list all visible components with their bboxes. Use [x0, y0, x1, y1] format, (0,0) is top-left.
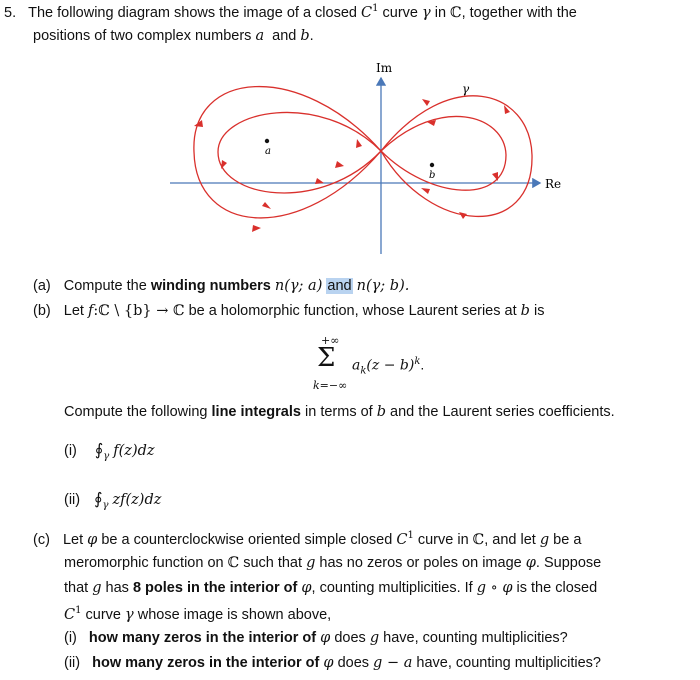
- c-l3-gophi: g ∘ φ: [476, 580, 513, 596]
- part-b-label: (b): [33, 303, 51, 319]
- c-l4-end: whose image is shown above,: [137, 606, 332, 623]
- arrow-11: [459, 212, 467, 219]
- sigma-symbol: Σ: [317, 343, 336, 373]
- integral-ii-label: (ii): [64, 492, 81, 508]
- part-b-post: be a holomorphic function, whose Laurent series at: [188, 303, 517, 319]
- c-l4-gamma: γ: [125, 606, 134, 623]
- c-ii-bold: how many zeros in the interior of: [92, 655, 320, 671]
- part-c-line-1: [33, 530, 581, 548]
- part-a: [33, 278, 409, 294]
- func-f: f: [87, 303, 94, 319]
- part-b-b: b: [520, 303, 530, 319]
- arrow-3: [221, 160, 227, 169]
- c-l1-end: be a: [553, 531, 582, 548]
- phi-symbol: φ: [87, 531, 98, 548]
- compute-post: and the Laurent series coefficients.: [390, 404, 615, 420]
- arrow-12: [421, 188, 430, 194]
- complex-symbol: ℂ: [450, 4, 462, 21]
- c-l3-has: has: [105, 580, 129, 596]
- part-c-i: [64, 630, 568, 646]
- c-l4-curve: curve: [85, 606, 121, 623]
- compute-bold: line integrals: [211, 404, 301, 420]
- c-l2-phi: φ: [525, 555, 536, 571]
- period: .: [309, 28, 314, 44]
- g-symbol: g: [539, 531, 550, 548]
- sum-lower-limit: k=−∞: [313, 379, 348, 392]
- c-l1-c: C: [396, 531, 408, 548]
- part-b-is: is: [533, 303, 545, 319]
- part-a-label: (a): [33, 278, 51, 294]
- c-l3-bold: 8 poles in the interior of: [132, 580, 298, 596]
- intro-curve: curve: [382, 4, 418, 21]
- part-c-line-2: [64, 555, 601, 571]
- part-b-let: Let: [63, 303, 84, 319]
- c-symbol: C: [361, 4, 373, 21]
- intro-post: , together with the: [461, 4, 577, 21]
- arrow-2: [252, 225, 261, 232]
- compute-line: [64, 404, 615, 420]
- c-l3-end: is the closed: [516, 580, 598, 596]
- c-ii-label: (ii): [64, 655, 81, 671]
- contour-integral-icon: ∮: [94, 440, 104, 459]
- intro-in: in: [434, 4, 447, 21]
- summand-rest: (z − b): [366, 357, 415, 374]
- arrow-7: [356, 139, 362, 148]
- c-i-end: have, counting multiplicities?: [383, 630, 568, 646]
- compute-mid: in terms of: [305, 404, 373, 420]
- domain-expr: ℂ \ {b} → ℂ: [98, 303, 185, 319]
- im-label: Im: [376, 61, 393, 75]
- c-i-g: g: [369, 630, 380, 646]
- c-l3-mid: , counting multiplicities. If: [311, 580, 473, 596]
- compute-pre: Compute the following: [64, 404, 208, 420]
- integral-ii: [64, 489, 161, 511]
- c-l2-complex: ℂ: [227, 555, 240, 571]
- winding-a-expr: n(γ; a): [274, 278, 323, 294]
- laurent-summand: [352, 356, 424, 376]
- compute-b: b: [376, 404, 387, 420]
- summand-end: .: [420, 356, 425, 373]
- part-a-and-highlight: and: [327, 278, 352, 294]
- integral-ii-sub: γ: [102, 499, 109, 511]
- integral-i: [64, 440, 155, 462]
- c-l3-that: that: [64, 580, 89, 596]
- c-l1-sup: 1: [407, 530, 414, 541]
- gamma-symbol: γ: [422, 4, 431, 21]
- c-i-bold: how many zeros in the interior of: [88, 630, 317, 646]
- c-l4-sup: 1: [75, 605, 82, 616]
- question-number: 5.: [4, 4, 17, 21]
- c-l1-let: Let: [62, 531, 84, 548]
- part-b: [33, 303, 544, 319]
- line2-text: positions of two complex numbers: [33, 28, 252, 44]
- b-symbol: b: [300, 28, 310, 44]
- c-l2-end: . Suppose: [535, 555, 602, 571]
- arrow-5: [315, 178, 324, 184]
- intro-text: The following diagram shows the image of a closed: [28, 4, 357, 21]
- c-l1-curve: curve in: [417, 531, 469, 548]
- gamma-label: γ: [462, 82, 470, 96]
- c-l1-complex: ℂ: [472, 531, 485, 548]
- point-a-label: a: [265, 146, 271, 157]
- part-a-bold: winding numbers: [150, 278, 271, 294]
- sum-upper-limit: +∞: [321, 334, 340, 347]
- integral-ii-expr: zf(z)dz: [112, 492, 162, 508]
- c-ii-end: have, counting multiplicities?: [416, 655, 601, 671]
- arrow-13: [492, 172, 498, 181]
- part-c-line-4: [64, 605, 331, 623]
- summand-sup-k: k: [414, 356, 421, 367]
- c-l2-pre: meromorphic function on: [64, 555, 224, 571]
- winding-b-expr: n(γ; b).: [356, 278, 410, 294]
- part-a-pre: Compute the: [63, 278, 147, 294]
- curve-gamma: [194, 87, 532, 218]
- integral-i-expr: f(z)dz: [113, 443, 155, 459]
- contour-integral-icon: ∮: [94, 489, 103, 508]
- summand-sub-k: k: [360, 365, 367, 377]
- c-l4-c: C: [64, 606, 76, 623]
- arrow-4: [262, 202, 271, 209]
- c-l2-post: has no zeros or poles on image: [319, 555, 522, 571]
- part-c-ii: [64, 655, 601, 671]
- c-ii-expr: g − a: [373, 655, 413, 671]
- c-l2-mid: such that: [243, 555, 303, 571]
- c-l1-mid: be a counterclockwise oriented simple closed: [101, 531, 393, 548]
- c-i-phi: φ: [320, 630, 331, 646]
- c-l1-and: , and let: [484, 531, 536, 548]
- c-i-label: (i): [64, 630, 77, 646]
- integral-i-sub: γ: [103, 450, 110, 462]
- integral-i-label: (i): [64, 443, 77, 459]
- c-ii-phi: φ: [323, 655, 334, 671]
- arrow-6: [335, 161, 344, 168]
- point-b: [430, 163, 434, 167]
- c-l2-g: g: [306, 555, 316, 571]
- re-label: Re: [545, 177, 562, 191]
- c-i-does: does: [334, 630, 366, 646]
- curve-outer-loop: [194, 87, 532, 218]
- c-sup: 1: [372, 3, 379, 14]
- part-c-label: (c): [33, 531, 50, 548]
- curve-arrows: [194, 99, 510, 232]
- colon: :: [93, 303, 99, 319]
- c-l3-phi: φ: [301, 580, 312, 596]
- and-text: and: [272, 28, 297, 44]
- c-l3-g: g: [92, 580, 102, 596]
- arrow-8: [422, 99, 430, 106]
- curve-inner-loop: [218, 112, 506, 192]
- part-c-line-3: [64, 580, 597, 596]
- c-ii-does: does: [337, 655, 370, 671]
- summand-a: a: [352, 357, 361, 374]
- point-b-label: b: [429, 170, 436, 181]
- a-symbol: a: [255, 28, 265, 44]
- point-a: [265, 139, 269, 143]
- diagram: [0, 0, 700, 270]
